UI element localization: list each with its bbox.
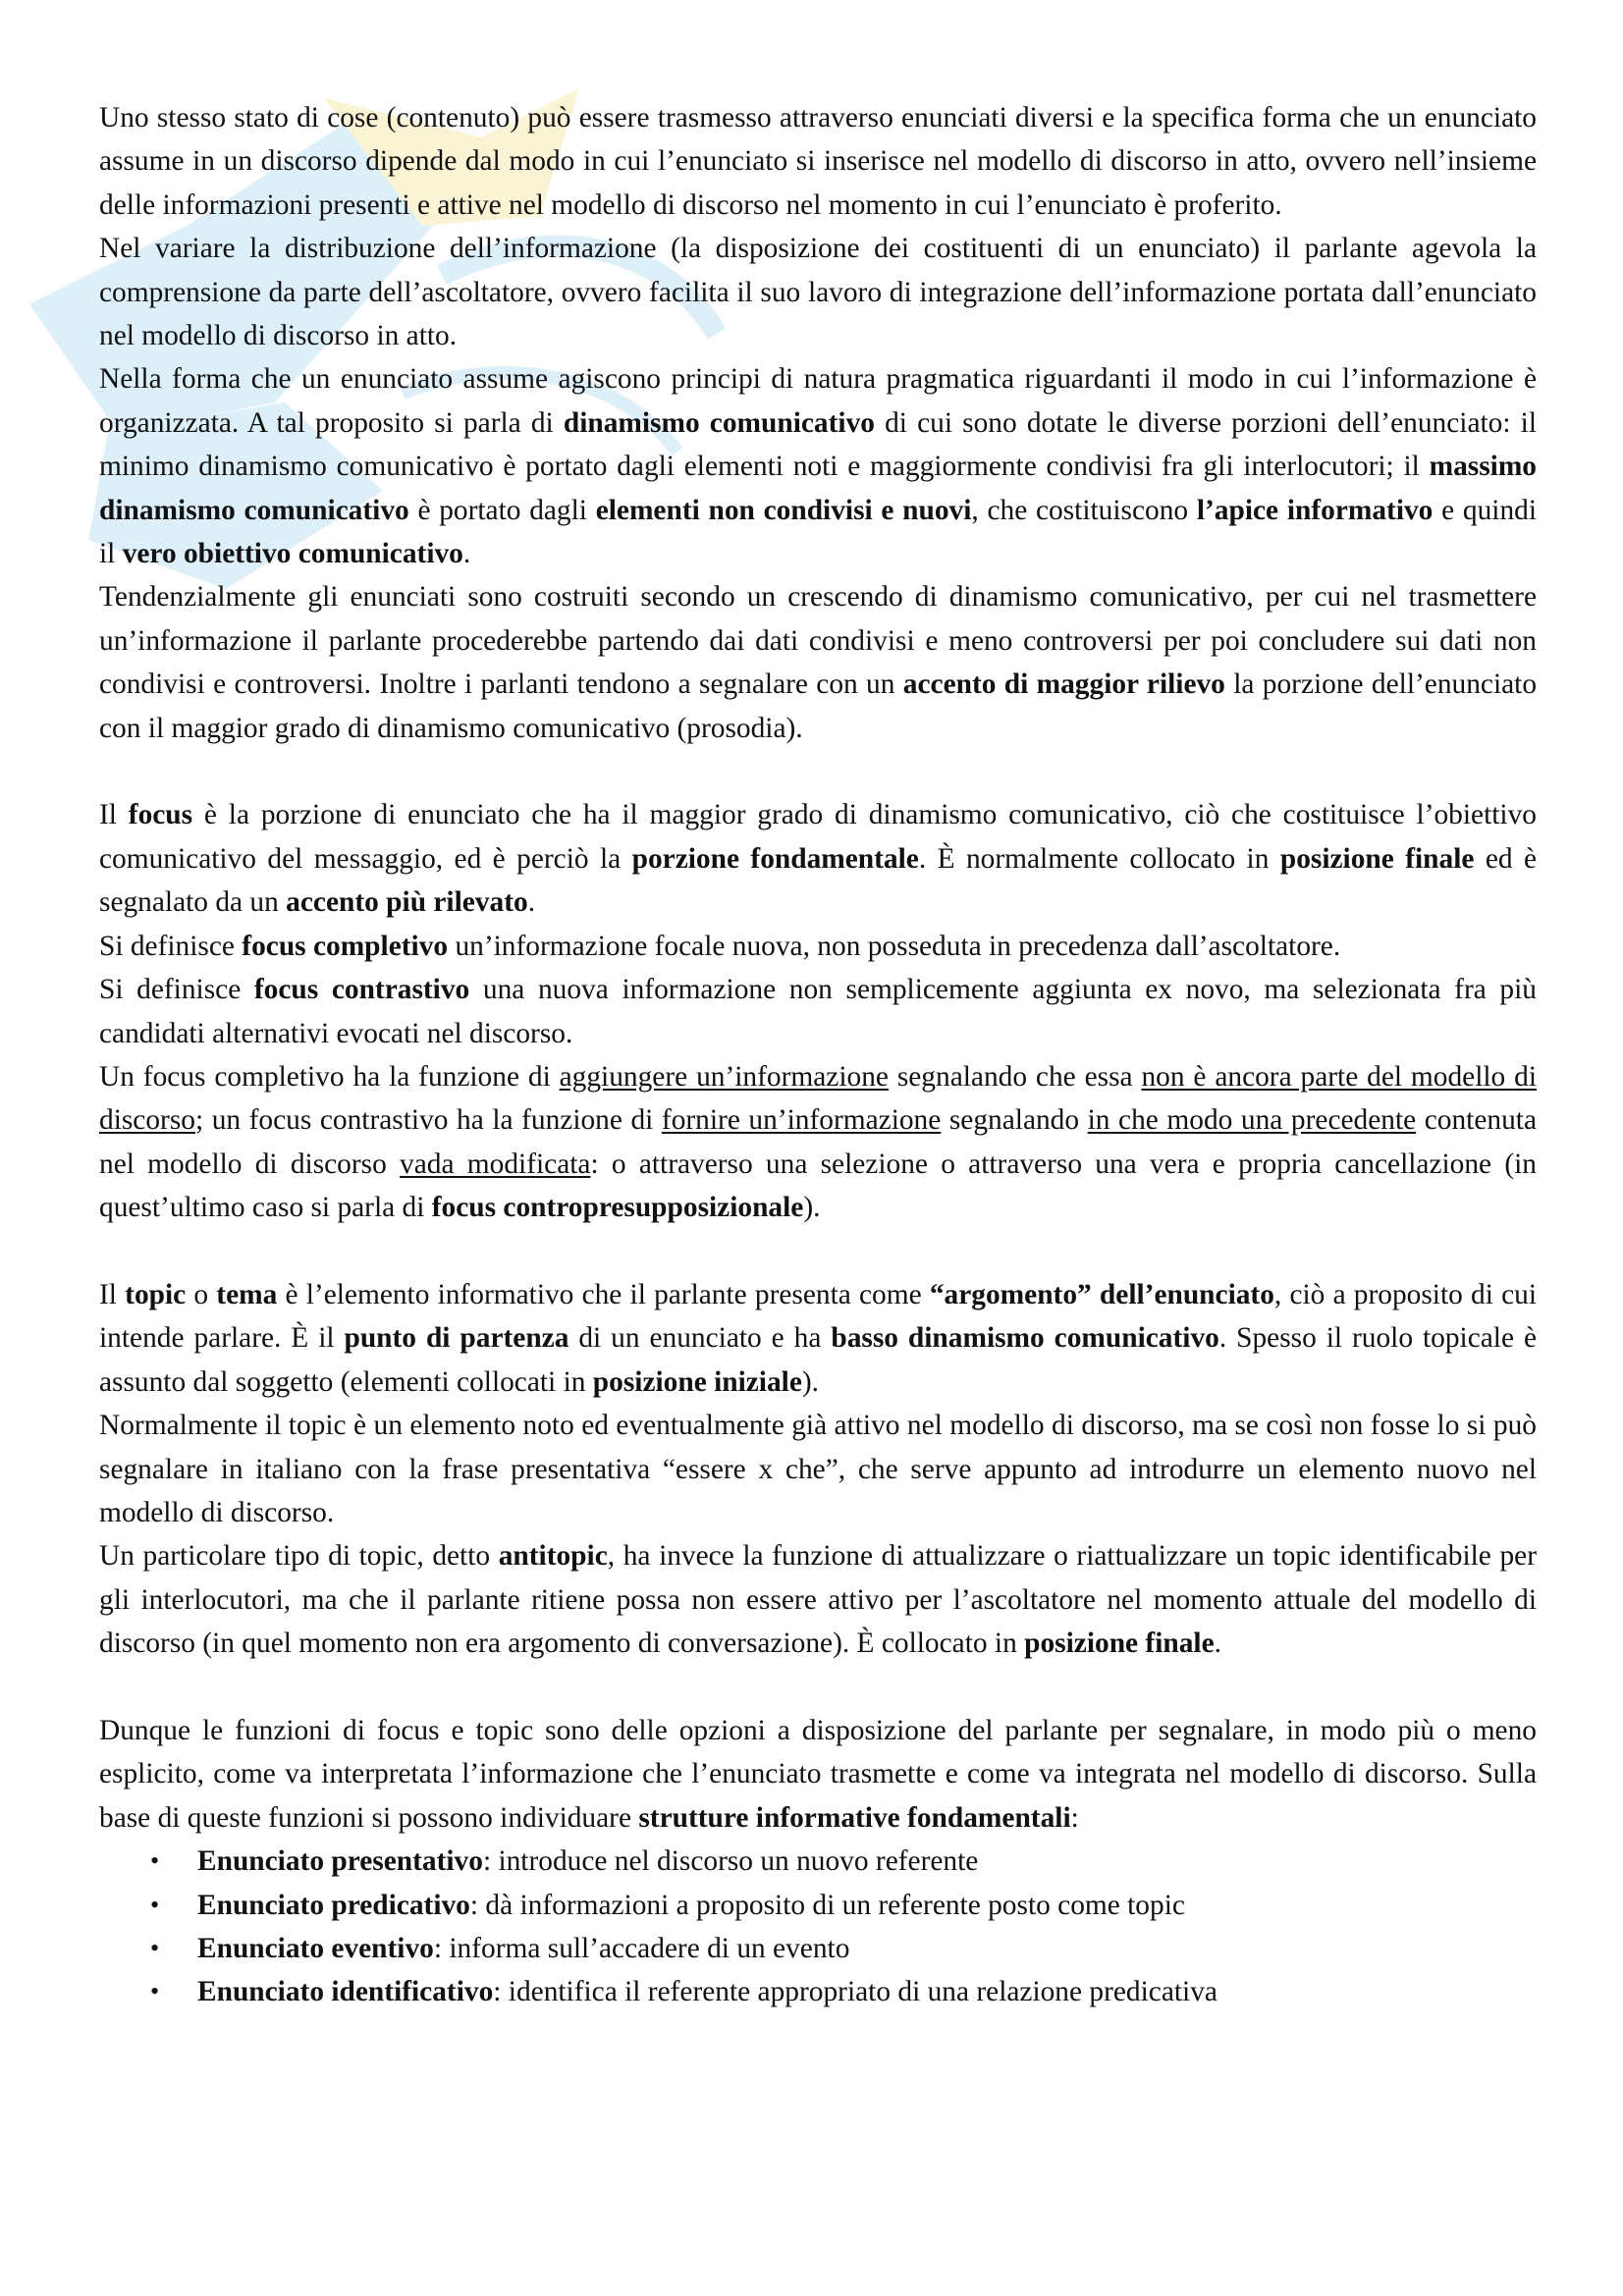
paragraph-4: Tendenzialmente gli enunciati sono costruiti secondo un crescendo di dinamismo comunicativo, per cui nel trasmettere un’informazione il parlante procederebbe partendo dai dati condivisi e meno controversi per poi concludere sui dati non condivisi e controversi. Inoltre i parlanti tendono a segnalare con un accento di maggior rilievo la porzione dell’enunciato con il maggior grado di dinamismo comunicativo (prosodia). <box>99 581 1538 744</box>
paragraph-1: Uno stesso stato di cose (contenuto) può essere trasmesso attraverso enunciati diversi e la specifica forma che un enunciato assume in un discorso dipende dal modo in cui l’enunciato si inserisce nel modello di discorso in atto, ovvero nell’insieme delle informazioni presenti e attive nel modello di discorso nel momento in cui l’enunciato è proferito. <box>99 102 1537 221</box>
paragraph-focus-contrastivo: Si definisce focus contrastivo una nuova informazione non semplicemente aggiunta ex novo, ma selezionata fra più candidati alternativi evocati nel discorso. <box>99 974 1537 1049</box>
list-item: • Enunciato predicativo: dà informazioni a proposito di un referente posto come topic <box>197 1884 1537 1927</box>
document-body <box>99 96 1537 2014</box>
paragraph-focus-completivo: Si definisce focus completivo un’informazione focale nuova, non posseduta in precedenza dall’ascoltatore. <box>99 930 1341 962</box>
bullet-icon: • <box>150 1846 160 1876</box>
paragraph-focus-functions: Un focus completivo ha la funzione di aggiungere un’informazione segnalando che essa non è ancora parte del modello di discorso; un focus contrastivo ha la funzione di fornire un’informazione segnalando in che modo una precedente contenuta nel modello di discorso vada modificata: o attraverso una selezione o attraverso una vera e propria cancellazione (in quest’ultimo caso si parla di focus contropresupposizionale). <box>99 1060 1537 1224</box>
paragraph-structures: Dunque le funzioni di focus e topic sono delle opzioni a disposizione del parlante per segnalare, in modo più o meno esplicito, come va interpretata l’informazione che l’enunciato trasmette e come va integrata nel modello di discorso. Sulla base di queste funzioni si possono individuare strutture informative fondamentali: <box>99 1714 1537 1834</box>
paragraph-topic-normal: Normalmente il topic è un elemento noto ed eventualmente già attivo nel modello di discorso, ma se così non fosse lo si può segnalare in italiano con la frase presentativa “essere x che”, che serve appunto ad introdurre un elemento nuovo nel modello di discorso. <box>99 1410 1537 1528</box>
bullet-icon: • <box>150 1977 160 2006</box>
paragraph-focus: Il focus è la porzione di enunciato che ha il maggior grado di dinamismo comunicativo, ciò che costituisce l’obiettivo comunicativo del messaggio, ed è perciò la porzione fondamentale. È normalmente collocato in posizione finale ed è segnalato da un accento più rilevato. <box>99 799 1538 919</box>
structure-list <box>99 1840 1537 2014</box>
bullet-icon: • <box>150 1934 160 1963</box>
list-item: • Enunciato eventivo: informa sull’accadere di un evento <box>197 1927 1537 1970</box>
list-item: • Enunciato identificativo: identifica il referente appropriato di una relazione predicativa <box>197 1970 1537 2013</box>
paragraph-topic: Il topic o tema è l’elemento informativo che il parlante presenta come “argomento” dell’enunciato, ciò a proposito di cui intende parlare. È il punto di partenza di un enunciato e ha basso dinamismo comunicativo. Spesso il ruolo topicale è assunto dal soggetto (elementi collocati in posizione iniziale). <box>99 1278 1537 1398</box>
list-item: • Enunciato presentativo: introduce nel discorso un nuovo referente <box>197 1840 1537 1883</box>
paragraph-2: Nel variare la distribuzione dell’informazione (la disposizione dei costituenti di un enunciato) il parlante agevola la comprensione da parte dell’ascoltatore, ovvero facilita il suo lavoro di integrazione dell’informazione portata dall’enunciato nel modello di discorso in atto. <box>99 233 1537 352</box>
paragraph-3: Nella forma che un enunciato assume agiscono principi di natura pragmatica riguardanti il modo in cui l’informazione è organizzata. A tal proposito si parla di dinamismo comunicativo di cui sono dotate le diverse porzioni dell’enunciato: il minimo dinamismo comunicativo è portato dagli elementi noti e maggiormente condivisi fra gli interlocutori; il massimo dinamismo comunicativo è portato dagli elementi non condivisi e nuovi, che costituiscono l’apice informativo e quindi il vero obiettivo comunicativo. <box>99 363 1538 570</box>
bullet-icon: • <box>150 1890 160 1919</box>
paragraph-antitopic: Un particolare tipo di topic, detto antitopic, ha invece la funzione di attualizzare o riattualizzare un topic identificabile per gli interlocutori, ma che il parlante ritiene possa non essere attivo per l’ascoltatore nel momento attuale del modello di discorso (in quel momento non era argomento di conversazione). È collocato in posizione finale. <box>99 1540 1537 1660</box>
